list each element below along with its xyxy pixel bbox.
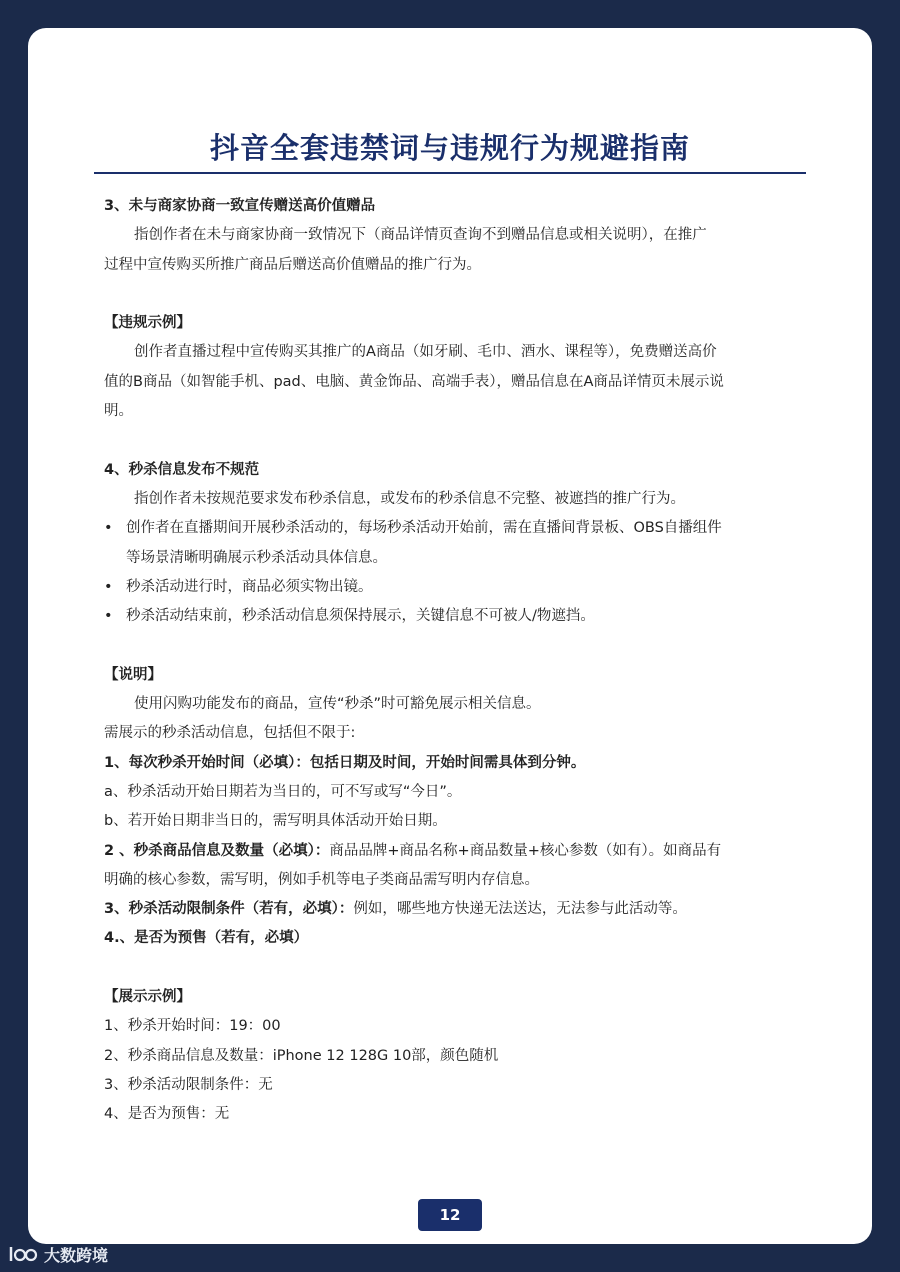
page-number-badge: 12: [418, 1199, 482, 1231]
bullet-text: 秒杀活动进行时，商品必须实物出镜。: [126, 578, 373, 595]
spacer: [104, 280, 804, 309]
bullet-text: 创作者在直播期间开展秒杀活动的，每场秒杀活动开始前，需在直播间背景板、OBS自播组件: [126, 520, 722, 537]
explanation-item2-line2: 明确的核心参数，需写明，例如手机等电子类商品需写明内存信息。: [104, 871, 539, 888]
watermark-text: 大数跨境: [44, 1245, 109, 1265]
explanation-line1: 使用闪购功能发布的商品，宣传“秒杀”时可豁免展示相关信息。: [134, 696, 541, 713]
violation-example-line2: 值的B商品（如智能手机、pad、电脑、黄金饰品、高端手表），赠品信息在A商品详情页未展示说: [104, 373, 724, 390]
explanation-item3-text: 例如，哪些地方快递无法送达，无法参与此活动等。: [353, 901, 687, 918]
page-content: [104, 192, 804, 1130]
violation-example-line3: 明。: [104, 403, 133, 420]
bullet-text: 秒杀活动结束前，秒杀活动信息须保持展示，关键信息不可被人/物遮挡。: [126, 608, 595, 625]
explanation-line2: 需展示的秒杀活动信息，包括但不限于:: [104, 725, 356, 742]
bullet-item: [104, 514, 804, 543]
spacer: [104, 954, 804, 983]
section3-heading: 3、未与商家协商一致宣传赠送高价值赠品: [104, 198, 376, 214]
brand-logo-icon: [8, 1243, 38, 1265]
watermark: [8, 1241, 108, 1267]
explanation-item1a: a、秒杀活动开始日期若为当日的，可不写或写“今日”。: [104, 783, 462, 800]
explanation-item3: [104, 895, 804, 924]
bullet-item: [104, 602, 804, 631]
page-title: 抖音全套违禁词与违规行为规避指南: [209, 131, 690, 165]
spacer: [104, 631, 804, 660]
section3-desc-line1: 指创作者在未与商家协商一致情况下（商品详情页查询不到赠品信息或相关说明），在推广: [134, 227, 707, 244]
explanation-item2-text: 商品品牌+商品名称+商品数量+核心参数（如有）。如商品有: [329, 842, 722, 859]
explanation-item2: [104, 837, 804, 866]
display-example-item: 4、是否为预售：无: [104, 1106, 230, 1123]
section4-heading: 4、秒杀信息发布不规范: [104, 461, 260, 478]
violation-example-line1: 创作者直播过程中宣传购买其推广的A商品（如牙刷、毛巾、酒水、课程等），免费赠送高价: [134, 344, 717, 361]
bullet-continuation: 等场景清晰明确展示秒杀活动具体信息。: [126, 549, 387, 566]
explanation-item2-label: 2 、秒杀商品信息及数量（必填）：: [104, 842, 330, 859]
explanation-item4: 4.、是否为预售（若有，必填）: [104, 930, 309, 947]
explanation-label: 【说明】: [104, 666, 162, 683]
explanation-item1b: b、若开始日期非当日的，需写明具体活动开始日期。: [104, 813, 447, 830]
title-divider: [94, 172, 806, 174]
spacer: [104, 426, 804, 455]
display-example-item: 3、秒杀活动限制条件：无: [104, 1076, 273, 1093]
section4-desc: 指创作者未按规范要求发布秒杀信息，或发布的秒杀信息不完整、被遮挡的推广行为。: [134, 490, 685, 507]
section3-desc-line2: 过程中宣传购买所推广商品后赠送高价值赠品的推广行为。: [104, 256, 481, 273]
display-example-label: 【展示示例】: [104, 989, 191, 1006]
display-example-item: 1、秒杀开始时间：19：00: [104, 1018, 281, 1035]
explanation-item1: 1、每次秒杀开始时间（必填）：包括日期及时间，开始时间需具体到分钟。: [104, 754, 586, 771]
explanation-item3-label: 3、秒杀活动限制条件（若有，必填）：: [104, 901, 354, 918]
bullet-mark: •: [104, 578, 113, 595]
bullet-mark: •: [104, 608, 113, 625]
violation-example-label: 【违规示例】: [104, 315, 191, 332]
display-example-item: 2、秒杀商品信息及数量：iPhone 12 128G 10部，颜色随机: [104, 1047, 499, 1064]
bullet-mark: •: [104, 520, 113, 537]
bullet-item: [104, 573, 804, 602]
